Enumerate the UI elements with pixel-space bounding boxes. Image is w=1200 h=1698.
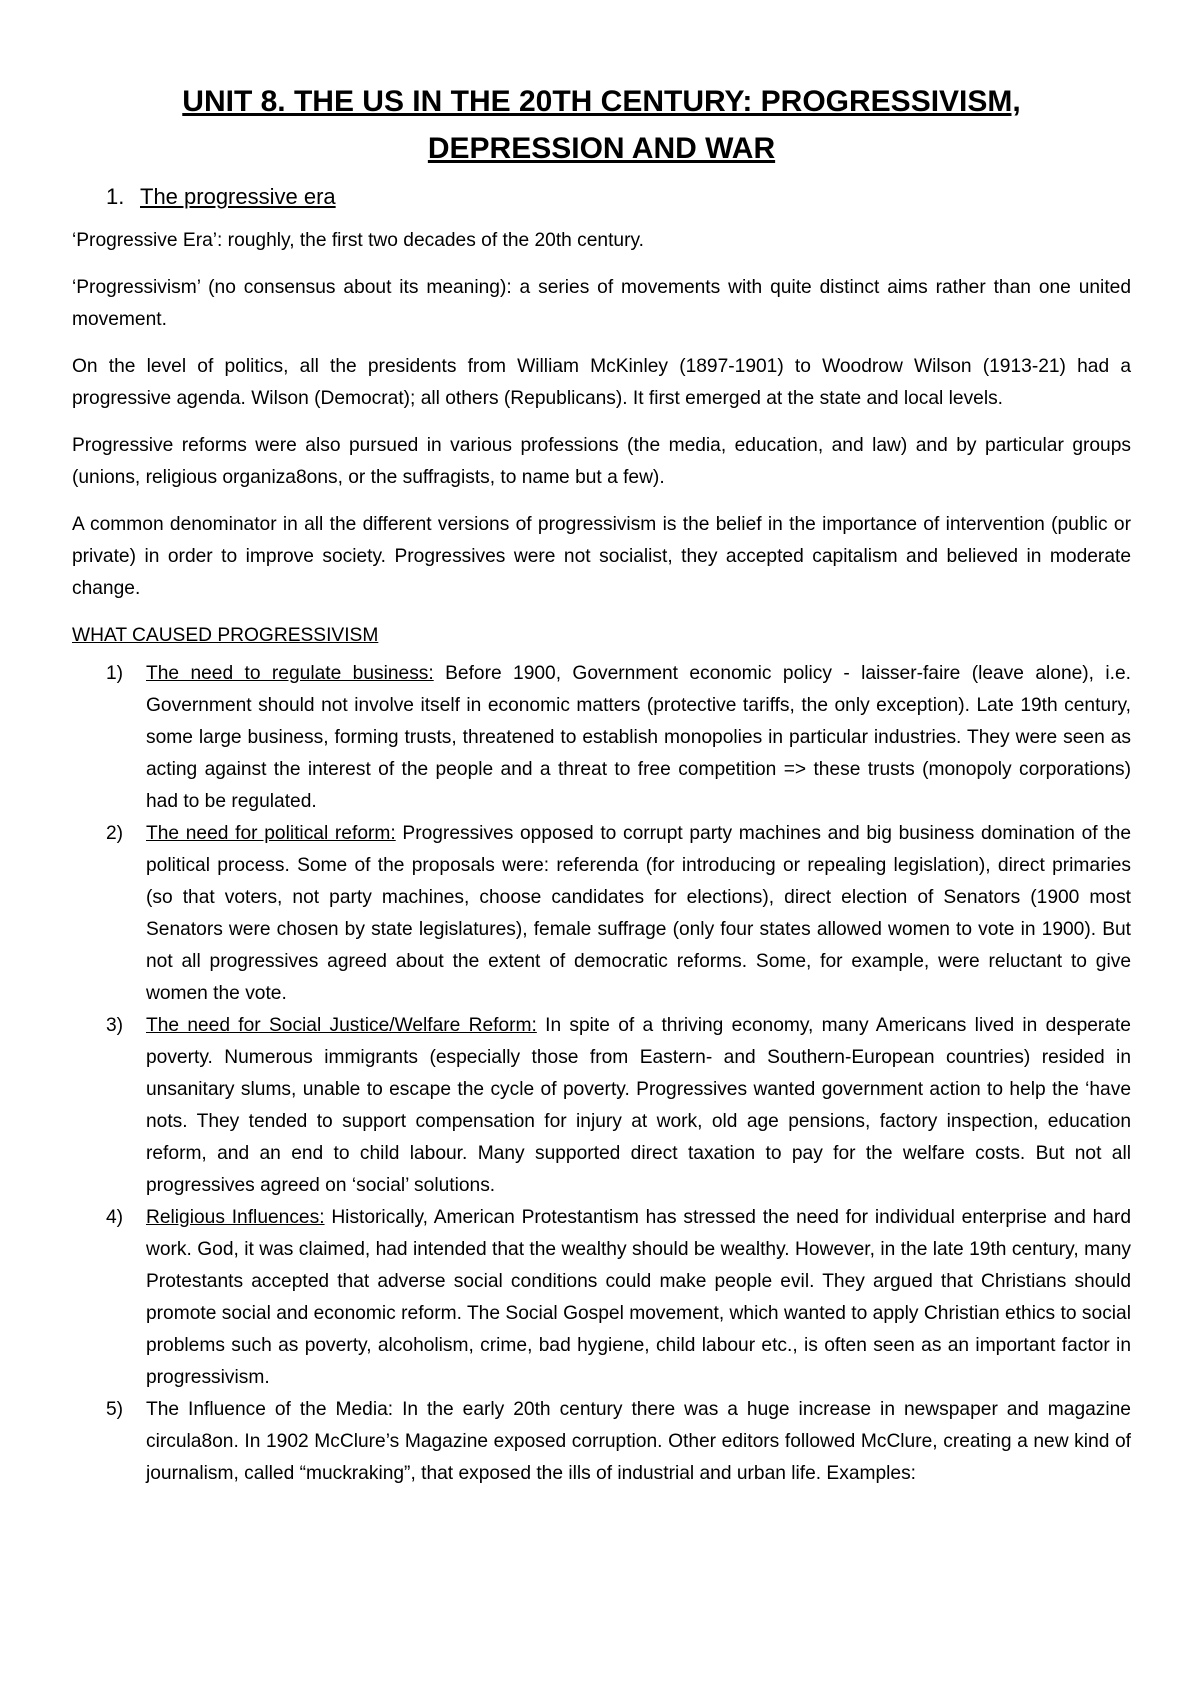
- list-item-lead: The need to regulate business:: [146, 663, 434, 684]
- paragraph-politics: On the level of politics, all the presidents from William McKinley (1897-1901) to Woodrow Wilson (1913-21) had a progressive agenda. Wilson (Democrat); all others (Republicans). It first emerged at the state and local levels.: [72, 356, 1131, 409]
- causes-heading: WHAT CAUSED PROGRESSIVISM: [72, 625, 379, 646]
- list-item-lead: The need for Social Justice/Welfare Reform:: [146, 1015, 537, 1036]
- list-marker: 4): [106, 1207, 124, 1228]
- list-item: [72, 1010, 1131, 1202]
- section-title: The progressive era: [140, 184, 336, 209]
- list-item-text: Historically, American Protestantism has stressed the need for individual enterprise and hard work. God, it was claimed, had intended that the wealthy should be wealthy. However, in the late 19th century, many Protestants accepted that adverse social conditions could make people evil. They argued that Christians should promote social and economic reform. The Social Gospel movement, which wanted to apply Christian ethics to social problems such as poverty, alcoholism, crime, bad hygiene, child labour etc., is often seen as an important factor in progressivism.: [146, 1207, 1131, 1388]
- section-heading: [106, 182, 1131, 212]
- list-item-text: Before 1900, Government economic policy - laisser-faire (leave alone), i.e. Government should not involve itself in economic matters (protective tariffs, the only exception). Late 19th century, some large business, forming trusts, threatened to establish monopolies in particular industries. They were seen as acting against the interest of the people and a threat to free competition => these trusts (monopoly corporations) had to be regulated.: [146, 663, 1131, 812]
- list-item: [72, 818, 1131, 1010]
- page-title: [72, 78, 1131, 172]
- paragraph-progressive-era: ‘Progressive Era’: roughly, the first two decades of the 20th century.: [72, 230, 644, 251]
- list-item-lead: The need for political reform:: [146, 823, 396, 844]
- document-page: [72, 78, 1131, 1490]
- paragraph-progressivism: ‘Progressivism’ (no consensus about its meaning): a series of movements with quite distinct aims rather than one united movement.: [72, 277, 1131, 330]
- list-marker: 1): [106, 663, 124, 684]
- list-item-text: In the early 20th century there was a huge increase in newspaper and magazine circula8on. In 1902 McClure’s Magazine exposed corruption. Other editors followed McClure, creating a new kind of journalism, called “muckraking”, that exposed the ills of industrial and urban life. Examples:: [146, 1399, 1131, 1484]
- list-marker: 2): [106, 823, 124, 844]
- list-item: [72, 1394, 1131, 1490]
- list-item-text: Progressives opposed to corrupt party machines and big business domination of the political process. Some of the proposals were: referenda (for introducing or repealing legislation), direct primaries (so that voters, not party machines, choose candidates for elections), direct election of Senators (1900 most Senators were chosen by state legislatures), female suffrage (only four states allowed women to vote in 1900). But not all progressives agreed about the extent of democratic reforms. Some, for example, were reluctant to give women the vote.: [146, 823, 1131, 1004]
- paragraph-common-denominator: A common denominator in all the different versions of progressivism is the belief in the importance of intervention (public or private) in order to improve society. Progressives were not socialist, they accepted capitalism and believed in moderate change.: [72, 514, 1131, 599]
- list-item-lead: Religious Influences:: [146, 1207, 325, 1228]
- paragraph-reforms: Progressive reforms were also pursued in various professions (the media, education, and law) and by particular groups (unions, religious organiza8ons, or the suffragists, to name but a few).: [72, 435, 1131, 488]
- list-item-lead: The Influence of the Media:: [146, 1399, 394, 1420]
- causes-list: [72, 658, 1131, 1490]
- section-number: 1.: [106, 184, 125, 209]
- list-marker: 5): [106, 1399, 124, 1420]
- list-marker: 3): [106, 1015, 124, 1036]
- title-line-2: DEPRESSION AND WAR: [427, 132, 776, 165]
- list-item-text: In spite of a thriving economy, many Americans lived in desperate poverty. Numerous immigrants (especially those from Eastern- and Southern-European countries) resided in unsanitary slums, unable to escape the cycle of poverty. Progressives wanted government action to help the ‘have nots. They tended to support compensation for injury at work, old age pensions, factory inspection, education reform, and an end to child labour. Many supported direct taxation to pay for the welfare costs. But not all progressives agreed on ‘social’ solutions.: [146, 1015, 1131, 1196]
- list-item: [72, 658, 1131, 818]
- list-item: [72, 1202, 1131, 1394]
- title-line-1: UNIT 8. THE US IN THE 20TH CENTURY: PROGRESSIVISM,: [182, 85, 1021, 118]
